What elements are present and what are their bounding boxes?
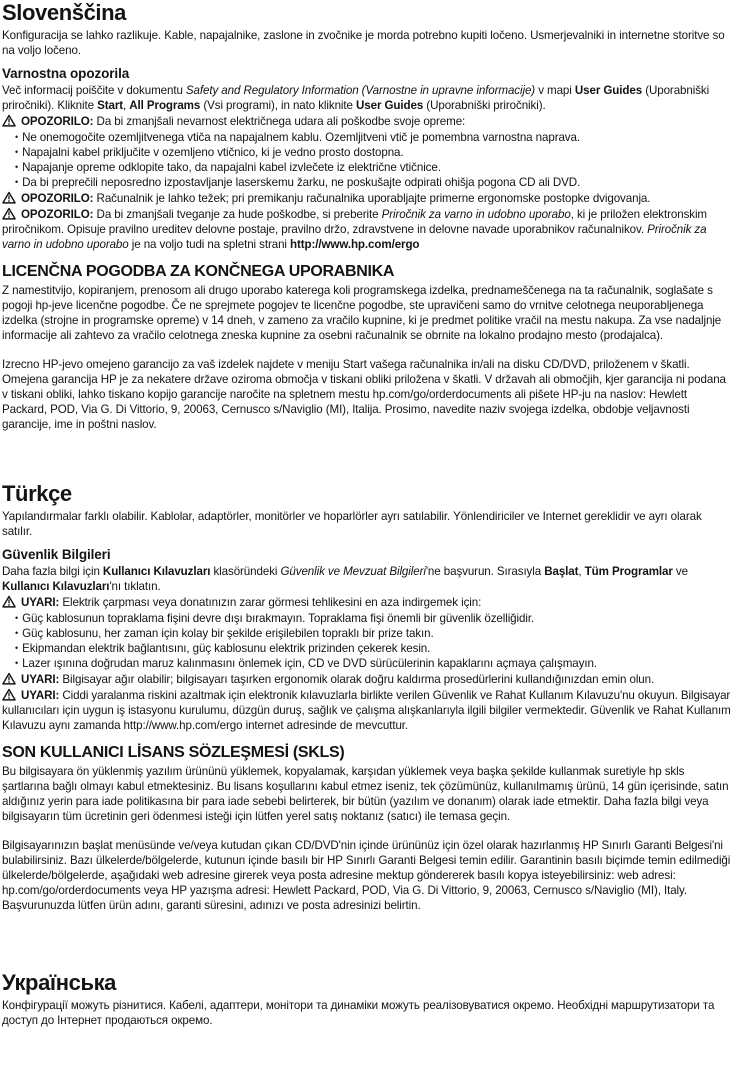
text-segment: Lazer ışınına doğrudan maruz kalınmasını önlemek için, CD ve DVD sürücülerinin kapaklarını açmaya çalışmayın.: [22, 657, 597, 670]
bullet-dot-icon: •: [15, 613, 19, 623]
text-segment: User Guides: [574, 84, 643, 97]
bullet-dot-icon: •: [15, 147, 19, 157]
text-segment: Ekipmandan elektrik bağlantısını, güç kablosunu elektrik prizinden çekerek kesin.: [22, 642, 431, 655]
bullet-item: [2, 160, 734, 175]
paragraph: [2, 357, 734, 432]
bullet-dot-icon: •: [15, 162, 19, 172]
text-segment: Başlat: [544, 565, 579, 578]
warning-note: [2, 688, 734, 733]
text-segment: je na voljo tudi na spletni strani: [128, 238, 291, 251]
bullet-dot-icon: •: [15, 177, 19, 187]
text-segment: Elektrik çarpması veya donatınızın zarar görmesi tehlikesini en aza indirgemek için:: [62, 596, 482, 609]
paragraph: [2, 283, 734, 343]
text-segment: ve: [672, 565, 688, 578]
bullet-dot-icon: •: [15, 628, 19, 638]
text-segment: (Uporabniški priročniki). Kliknite: [2, 84, 710, 112]
text-segment: 'nı tıklatın.: [109, 580, 161, 593]
warning-label: OPOZORILO:: [21, 192, 97, 205]
section-content: [2, 509, 734, 913]
section-ukrainska: [2, 971, 734, 1028]
warning-note: [2, 191, 734, 206]
text-segment: Priročnik za varno in udobno uporabo: [2, 223, 707, 251]
text-segment: Izrecno HP-jevo omejeno garancijo za vaš izdelek najdete v meniju Start vašega računalnika in/ali na disku CD/DVD, priloženem v škatli. Omejena garancija HP je za nekatere države oziroma območja v tiskani obliki priložena v škatli. V državah ali območjih, kjer garancija ni podana v tiskani obliki, lahko tiskano kopijo garancije naročite na spletnem mestu hp.com/go/orderdocuments ali pišete HP-ju na naslov: Hewlett Packard, POD, Via G. Di Vittorio, 9, 20063, Cernusco s/Naviglio (MI), Italija. Prosimo, navedite naziv svojega izdelka, obdobje veljavnosti garancije, ime in poštni naslov.: [2, 358, 726, 431]
paragraph: [2, 564, 734, 594]
text-segment: (Vsi programi), in nato kliknite: [200, 99, 356, 112]
warning-note: [2, 114, 734, 129]
section-content: [2, 998, 734, 1028]
text-segment: Start: [97, 99, 124, 112]
warning-label: UYARI:: [21, 689, 63, 702]
bullet-item: [2, 175, 734, 190]
text-segment: Napajalni kabel priključite v ozemljeno vtičnico, ki je vedno prosto dostopna.: [22, 146, 404, 159]
sub-heading: Güvenlik Bilgileri: [2, 547, 111, 562]
text-segment: Güç kablosunu, her zaman için kolay bir şekilde erişilebilen topraklı bir prize takın.: [22, 627, 434, 640]
paragraph: [2, 509, 734, 539]
paragraph: [2, 838, 734, 913]
bullet-dot-icon: •: [15, 643, 19, 653]
warning-note: [2, 207, 734, 252]
text-segment: Računalnik je lahko težek; pri premikanju računalnika uporabljajte primerne ergonomske postopke dvigovanja.: [96, 192, 651, 205]
text-segment: All Programs: [129, 99, 201, 112]
bullet-item: [2, 145, 734, 160]
text-segment: Da bi preprečili neposredno izpostavljanje laserskemu žarku, ne poskušajte odpirati ohišja pogona CD ali DVD.: [22, 176, 581, 189]
bullet-item: [2, 130, 734, 145]
text-segment: Конфігурації можуть різнитися. Кабелі, адаптери, монітори та динаміки можуть реалізовуватися окремо. Необхідні маршрутизатори та доступ до Інтернет продаються окремо.: [2, 999, 715, 1027]
text-segment: Güç kablosunun topraklama fişini devre dışı bırakmayın. Topraklama fişi önemli bir güvenlik özelliğidir.: [22, 612, 535, 625]
warning-label: OPOZORILO:: [21, 115, 97, 128]
text-segment: User Guides: [355, 99, 424, 112]
paragraph: [2, 83, 734, 113]
text-segment: Ne onemogočite ozemljitvenega vtiča na napajalnem kablu. Ozemljitveni vtič je pomembna varnostna naprava.: [22, 131, 580, 144]
text-segment: 'ne başvurun. Sırasıyla: [425, 565, 545, 578]
paragraph: [2, 998, 734, 1028]
sub-heading: SON KULLANICI LİSANS SÖZLEŞMESİ (SKLS): [2, 744, 345, 761]
warning-triangle-icon: [2, 688, 16, 701]
warning-triangle-icon: [2, 207, 16, 220]
text-segment: http://www.hp.com/ergo: [290, 238, 420, 251]
paragraph-spacer: [2, 824, 734, 838]
text-segment: Ciddi yaralanma riskini azaltmak için elektronik kılavuzlarla birlikte verilen Güvenlik ve Rahat Kullanım Kılavuzu'nu okuyun. Bilgisayar kullanıcıları için uygun iş istasyonu kurulumu, düzgün duruş, sağlık ve çalışma alışkanlarıyla ilgili bilgiler vermektedir. Güvenlik ve Rahat Kullanım Kılavuzu aynı zamanda http://www.hp.com/ergo internet adresinde de mevcuttur.: [2, 689, 731, 732]
warning-note: [2, 672, 734, 687]
text-segment: ,: [123, 99, 130, 112]
bullet-item: [2, 611, 734, 626]
section-title: Українська: [2, 970, 117, 995]
warning-note: [2, 595, 734, 610]
text-segment: ,: [578, 565, 585, 578]
warning-label: UYARI:: [21, 673, 63, 686]
bullet-item: [2, 656, 734, 671]
text-segment: Bilgisayar ağır olabilir; bilgisayarı taşırken ergonomik olarak doğru kaldırma prosedürlerini kullandığınızdan emin olun.: [62, 673, 655, 686]
section-slovenscina: [2, 1, 734, 432]
text-segment: klasöründeki: [210, 565, 281, 578]
text-segment: Yapılandırmalar farklı olabilir. Kablolar, adaptörler, monitörler ve hoparlörler ayrı satılabilir. Yönlendiriciler ve Internet gereklidir ve ayrı olarak satılır.: [2, 510, 702, 538]
text-segment: Več informacij poiščite v dokumentu: [2, 84, 186, 97]
bullet-dot-icon: •: [15, 658, 19, 668]
paragraph: [2, 28, 734, 58]
text-segment: Daha fazla bilgi için: [2, 565, 103, 578]
section-content: [2, 28, 734, 432]
text-segment: Z namestitvijo, kopiranjem, prenosom ali drugo uporabo katerega koli programskega izdelka, prednameščenega na ta računalnik, soglašate s pogoji hp-jeve licenčne pogodbe. Če ne sprejmete pogojev te licenčne pogodbe, ste upravičeni samo do vrnitve celotnega neuporabljenega izdelka (strojne in programske opreme) v 14 dneh, v zameno za vračilo kupnine, ki je predmet politike vračil na mestu nakupa. Za vse nadaljnje informacije ali zahtevo za vračilo celotnega zneska kupnine za osebni računalnik se obrnite na lokalno prodajno mesto (prodajalca).: [2, 284, 722, 342]
section-turkce: [2, 482, 734, 913]
paragraph-spacer: [2, 343, 734, 357]
text-segment: Priročnik za varno in udobno uporabo: [381, 208, 571, 221]
bullet-dot-icon: •: [15, 132, 19, 142]
bullet-item: [2, 641, 734, 656]
warning-triangle-icon: [2, 595, 16, 608]
text-segment: Kullanıcı Kılavuzları: [102, 565, 211, 578]
text-segment: Konfiguracija se lahko razlikuje. Kable, napajalnike, zaslone in zvočnike je morda potrebno kupiti ločeno. Usmerjevalniki in internetne storitve so na voljo ločeno.: [2, 29, 725, 57]
text-segment: Da bi zmanjšali tveganje za hude poškodbe, si preberite: [96, 208, 382, 221]
text-segment: , ki je priložen elektronskim priročnikom. Opisuje pravilno ureditev delovne postaje, pravilno držo, zdravstvene in delovne navade uporabnikov računalnikov.: [2, 208, 707, 236]
sub-heading: LICENČNA POGODBA ZA KONČNEGA UPORABNIKA: [2, 263, 395, 280]
text-segment: Tüm Programlar: [584, 565, 673, 578]
text-segment: v mapi: [535, 84, 575, 97]
section-title: Slovenščina: [2, 0, 126, 25]
sub-heading: Varnostna opozorila: [2, 66, 130, 81]
warning-label: UYARI:: [21, 596, 63, 609]
warning-triangle-icon: [2, 672, 16, 685]
text-segment: Bu bilgisayara ön yüklenmiş yazılım ürününü yüklemek, kopyalamak, karşıdan yüklemek veya başka şekilde kullanmak suretiyle hp skls şartlarına bağlı olmayı kabul etmektesiniz. Bu lisans koşullarını kabul etmez iseniz, tek çözümünüz, kullanılmamış ürünü, 14 gün içerisinde, satın aldığınız yerin para iade politikasına bir para iade sebebi belirterek, bir bütün (yazılım ve donanım) olarak iade etmektir. Daha fazla bilgi veya bilgisayarın tüm ücretinin geri ödenmesi isteği için lütfen yerel satış noktanız (satıcı) ile temasa geçin.: [2, 765, 729, 823]
warning-triangle-icon: [2, 191, 16, 204]
text-segment: (Uporabniški priročniki).: [423, 99, 546, 112]
section-title: Türkçe: [2, 481, 72, 506]
text-segment: Da bi zmanjšali nevarnost električnega udara ali poškodbe svoje opreme:: [96, 115, 466, 128]
warning-triangle-icon: [2, 114, 16, 127]
text-segment: Napajanje opreme odklopite tako, da napajalni kabel izvlečete iz električne vtičnice.: [22, 161, 441, 174]
warning-label: OPOZORILO:: [21, 208, 97, 221]
text-segment: Safety and Regulatory Information (Varnostne in upravne informacije): [185, 84, 536, 97]
text-segment: Bilgisayarınızın başlat menüsünde ve/veya kutudan çıkan CD/DVD'nin içinde ürününüz için özel olarak hazırlanmış HP Sınırlı Garanti Belgesi'ni bulabilirsiniz. Bazı ülkelerde/bölgelerde, kutunun içinde basılı bir HP Sınırlı Garanti Belgesi temin edilir. Garantinin basılı biçimde temin edilmediği ülkelerde/bölgelerde, aşağıdaki web adresine girerek veya posta adresine mektup göndererek basılı kopya isteyebilirsiniz: web adresi: hp.com/go/orderdocuments veya HP yazışma adresi: Hewlett Packard, POD, Via G. Di Vittorio, 9, 20063, Cernusco s/Naviglio (MI), Italy. Başvurunuzda lütfen ürün adını, garanti süresini, adınızı ve posta adresinizi belirtin.: [2, 839, 731, 912]
text-segment: Kullanıcı Kılavuzları: [2, 580, 110, 593]
text-segment: Güvenlik ve Mevzuat Bilgileri: [280, 565, 426, 578]
paragraph: [2, 764, 734, 824]
bullet-item: [2, 626, 734, 641]
